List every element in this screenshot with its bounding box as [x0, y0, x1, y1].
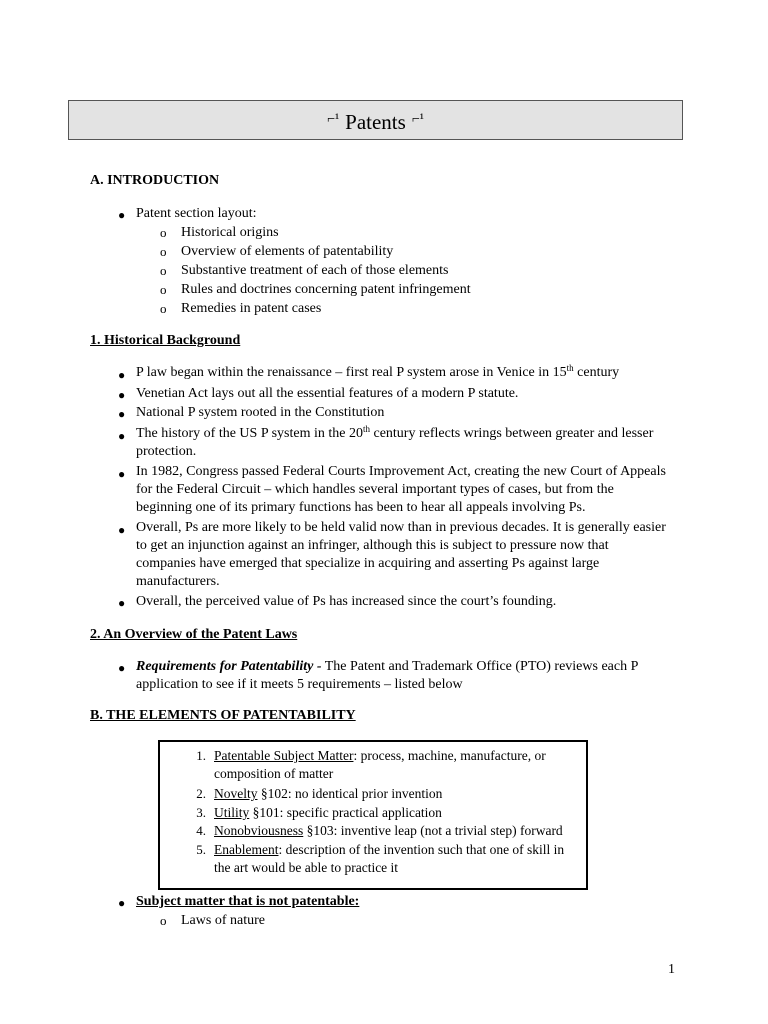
sub-bullet-icon: o [160, 913, 167, 928]
title-left-mark: ⌐¹ [327, 112, 340, 127]
intro-sub-item: Historical origins [181, 225, 279, 240]
bullet-icon: ● [118, 208, 126, 222]
sub-bullet-icon: o [160, 282, 167, 297]
bullet-icon: ● [118, 596, 126, 610]
history-item: The history of the US P system in the 20th century reflects wrings between greater and lesser protection. [136, 424, 654, 459]
title-banner [68, 100, 683, 140]
overview-heading: 2. An Overview of the Patent Laws [90, 627, 298, 642]
history-item: Overall, the perceived value of Ps has increased since the court’s founding. [136, 594, 557, 609]
page-title: Patents [345, 110, 406, 134]
bullet-icon: ● [118, 523, 126, 537]
bullet-icon: ● [118, 429, 126, 443]
history-item: In 1982, Congress passed Federal Courts Improvement Act, creating the new Court of Appeals for the Federal Circuit – which handles several important types of cases, but from the beginning one of its primary functions has been to hear all appeals involving Ps. [136, 464, 666, 515]
element-item: Novelty §102: no identical prior invention [214, 786, 443, 801]
intro-sub-item: Rules and doctrines concerning patent infringement [181, 282, 471, 297]
elements-heading: B. THE ELEMENTS OF PATENTABILITY [90, 708, 356, 723]
intro-bullet: Patent section layout: [136, 206, 257, 221]
history-item: P law began within the renaissance – first real P system arose in Venice in 15th century [136, 363, 620, 380]
element-number: 2. [196, 786, 206, 801]
history-heading: 1. Historical Background [90, 333, 241, 348]
element-item: Utility §101: specific practical application [214, 805, 442, 820]
sub-bullet-icon: o [160, 301, 167, 316]
overview-item: Requirements for Patentability - The Patent and Trademark Office (PTO) reviews each P application to see if it meets 5 requirements – listed below [136, 659, 638, 692]
history-item: Overall, Ps are more likely to be held valid now than in previous decades. It is generally easier to get an injunction against an infringer, although this is subject to pressure now that companies have emerged that specialize in acquiring and asserting Ps against large manufacturers. [136, 520, 666, 589]
intro-heading: A. INTRODUCTION [90, 173, 220, 188]
history-item: National P system rooted in the Constitution [136, 405, 385, 420]
element-item: Patentable Subject Matter: process, machine, manufacture, or composition of matter [214, 748, 546, 781]
element-number: 5. [196, 842, 206, 857]
history-item: Venetian Act lays out all the essential features of a modern P statute. [136, 386, 519, 401]
bullet-icon: ● [118, 368, 126, 382]
bullet-icon: ● [118, 388, 126, 402]
bullet-icon: ● [118, 896, 126, 910]
intro-sub-item: Remedies in patent cases [181, 301, 322, 316]
element-number: 1. [196, 748, 206, 763]
not-patentable-item: Laws of nature [181, 913, 265, 928]
page-number: 1 [668, 962, 675, 977]
bullet-icon: ● [118, 407, 126, 421]
element-number: 4. [196, 823, 206, 838]
sub-bullet-icon: o [160, 244, 167, 259]
bullet-icon: ● [118, 467, 126, 481]
intro-sub-item: Overview of elements of patentability [181, 244, 394, 259]
element-item: Nonobviousness §103: inventive leap (not a trivial step) forward [214, 823, 563, 838]
sub-bullet-icon: o [160, 263, 167, 278]
not-patentable-heading: Subject matter that is not patentable: [136, 894, 360, 909]
title-right-mark: ⌐¹ [411, 112, 424, 127]
bullet-icon: ● [118, 661, 126, 675]
intro-sub-item: Substantive treatment of each of those elements [181, 263, 449, 278]
element-number: 3. [196, 805, 206, 820]
element-item: Enablement: description of the invention such that one of skill in the art would be able to practice it [214, 842, 565, 875]
sub-bullet-icon: o [160, 225, 167, 240]
